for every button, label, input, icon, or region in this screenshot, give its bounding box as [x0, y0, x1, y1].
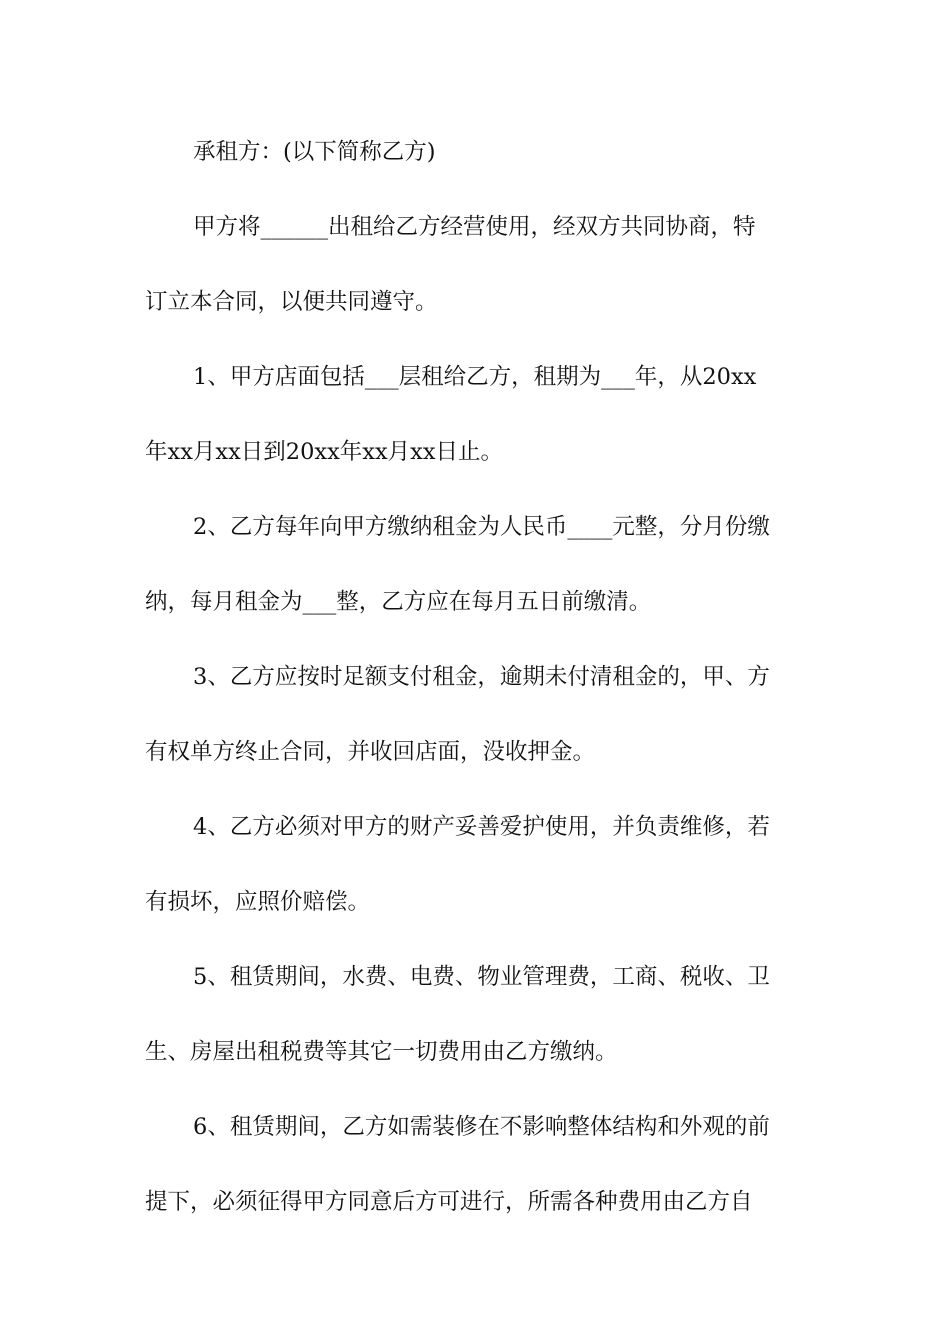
lessee-line: 承租方：(以下简称乙方)	[193, 139, 436, 165]
clause-3-line-1: 3、乙方应按时足额支付租金，逾期未付清租金的，甲、方	[193, 664, 770, 690]
clause-3-line-2: 有权单方终止合同，并收回店面，没收押金。	[145, 739, 596, 765]
clause-2-line-1: 2、乙方每年向甲方缴纳租金为人民币____元整，分月份缴	[193, 514, 770, 540]
clause-4-line-1: 4、乙方必须对甲方的财产妥善爱护使用，并负责维修，若	[193, 814, 770, 840]
clause-4-line-2: 有损坏，应照价赔偿。	[145, 889, 371, 915]
clause-6-line-2: 提下，必须征得甲方同意后方可进行，所需各种费用由乙方自	[145, 1189, 753, 1215]
clause-5-line-2: 生、房屋出租税费等其它一切费用由乙方缴纳。	[145, 1039, 618, 1065]
paragraph-intro-line-1: 甲方将______出租给乙方经营使用，经双方共同协商，特	[193, 214, 756, 240]
clause-6-line-1: 6、租赁期间，乙方如需装修在不影响整体结构和外观的前	[193, 1114, 770, 1140]
clause-1-line-1: 1、甲方店面包括___层租给乙方，租期为___年，从20xx	[193, 364, 757, 390]
clause-2-line-2: 纳，每月租金为___整，乙方应在每月五日前缴清。	[145, 589, 652, 615]
clause-1-line-2: 年xx月xx日到20xx年xx月xx日止。	[145, 439, 504, 465]
paragraph-intro-line-2: 订立本合同，以便共同遵守。	[145, 289, 438, 315]
clause-5-line-1: 5、租赁期间，水费、电费、物业管理费，工商、税收、卫	[193, 964, 770, 990]
